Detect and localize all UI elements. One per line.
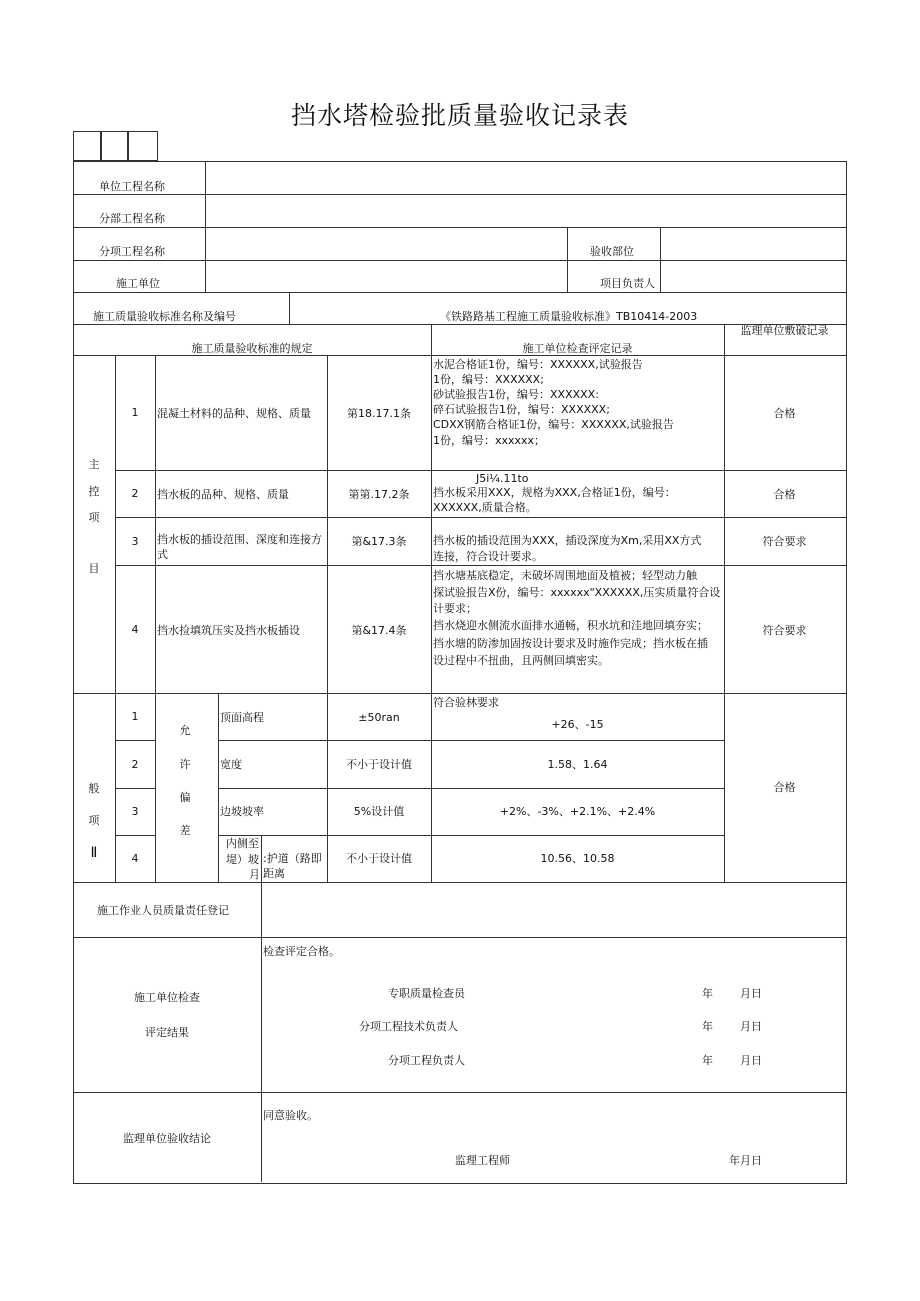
general-item-note: 符合验林要求 (433, 696, 499, 709)
general-item-no: 1 (131, 710, 139, 723)
tolerance-label-char: 允 (179, 724, 191, 737)
signer-year: 年 (702, 1054, 713, 1067)
general-item-value: +26、-15 (551, 718, 604, 731)
main-label-char: 目 (88, 562, 100, 575)
main-item-result: 符合要求 (762, 535, 807, 548)
main-item-record: 挡水板采用XXX，规格为XXX,合格证1份，编号： (433, 486, 676, 499)
general-item-name-right: 距离 (263, 867, 285, 880)
construction-check-label: 施工单位检查 (134, 991, 200, 1004)
construction-unit-label: 施工单位 (116, 277, 160, 290)
supervision-statement: 同意验收。 (263, 1109, 318, 1122)
corner-box-1 (73, 131, 102, 161)
tolerance-label-char: 许 (179, 758, 191, 771)
general-item-standard: 5%设计值 (353, 805, 405, 818)
main-item-clause: 第第.17.2条 (348, 488, 410, 501)
supervision-record-header: 监理单位敷破记录 (740, 324, 829, 337)
main-item-result: 合格 (773, 488, 796, 501)
corner-box-2 (100, 131, 129, 161)
construction-check-label: 评定结果 (145, 1026, 189, 1039)
signer-year: 年 (702, 987, 713, 1000)
main-item-record: 1份，编号：XXXXXX; (433, 373, 544, 386)
standard-name-label: 施工质量验收标准名称及编号 (93, 310, 236, 323)
main-item-no: 4 (131, 623, 139, 636)
general-item-name: 边坡坡率 (220, 805, 264, 818)
corner-box-3 (127, 131, 158, 161)
main-item-no: 1 (131, 406, 139, 419)
main-item-no: 2 (131, 487, 139, 500)
construction-statement: 检查评定合格。 (263, 945, 340, 958)
main-item-result: 合格 (773, 407, 796, 420)
general-item-name: 顶面高程 (220, 711, 264, 724)
general-item-name-left: 堤）坡 (226, 853, 259, 866)
main-item-content: 挡水捡填筑压实及挡水板插设 (157, 624, 300, 637)
general-label-char: Ⅱ (90, 845, 98, 861)
general-item-no: 2 (131, 758, 139, 771)
main-item-record: 计要求； (433, 602, 477, 615)
main-item-content: 挡水板的插设范围、深度和连接方式 (157, 533, 322, 561)
main-item-content: 混凝土材料的品种、规格、质量 (157, 407, 311, 420)
main-item-record: 挡水板的插设范围为XXX，插设深度为Xm,采用XX方式 (433, 534, 702, 547)
main-item-no: 3 (131, 535, 139, 548)
main-item-record: 连接，符合设计要求。 (433, 550, 543, 563)
general-item-value: +2%、-3%、+2.1%、+2.4% (499, 805, 656, 818)
main-item-record: 水泥合格证1份，编号：XXXXXX,试验报告 (433, 358, 643, 371)
general-item-standard: 不小于设计值 (346, 758, 412, 771)
general-item-name-left: 月 (249, 868, 260, 881)
general-item-no: 4 (131, 852, 139, 865)
page-title: 挡水塔检验批质量验收记录表 (290, 101, 629, 130)
signer-monthday: 月日 (740, 1054, 762, 1067)
main-label-char: 项 (88, 511, 100, 524)
supervision-date: 年月日 (729, 1154, 762, 1167)
accept-part-label: 验收部位 (590, 245, 634, 258)
main-item-record: 设过程中不扭曲，且两侧回填密实。 (433, 654, 609, 667)
unit-project-label: 单位工程名称 (99, 180, 165, 193)
item-project-label: 分项工程名称 (99, 245, 165, 258)
supervision-engineer: 监理工程师 (455, 1154, 510, 1167)
supervision-label: 监理单位验收结论 (123, 1132, 211, 1145)
signer-role: 分项工程负责人 (388, 1054, 465, 1067)
main-item-clause: 第&17.3条 (351, 535, 407, 548)
general-item-value: 1.58、1.64 (547, 758, 608, 771)
signer-role: 专职质量检查员 (388, 987, 465, 1000)
main-item-record: 挡水塘基底稳定，未破坏周围地面及植被；轻型动力触 (433, 569, 697, 582)
signer-monthday: 月日 (740, 1020, 762, 1033)
general-item-value: 10.56、10.58 (540, 852, 615, 865)
main-item-record: 挡水塘的防渗加固按设计要求及时施作完成；挡水板在插 (433, 637, 708, 650)
signer-year: 年 (702, 1020, 713, 1033)
general-label-char: 般 (88, 782, 100, 795)
main-item-record: CDXX钢筋合格证1份，编号：XXXXXX,试验报告 (433, 418, 674, 431)
sub-project-label: 分部工程名称 (99, 212, 165, 225)
general-item-name-left: 内侧至 (226, 837, 259, 850)
general-item-name: 宽度 (220, 758, 242, 771)
general-result: 合格 (773, 781, 796, 794)
standard-value: 《铁路路基工程施工质量验收标准》TB10414-2003 (440, 310, 698, 323)
general-label-char: 项 (88, 814, 100, 827)
project-leader-label: 项目负责人 (600, 277, 655, 290)
tolerance-label-char: 偏 (179, 791, 191, 804)
main-item-record: J5i¼.11to (476, 472, 529, 485)
regulation-header: 施工质量验收标准的规定 (191, 342, 313, 355)
signer-role: 分项工程技术负责人 (359, 1020, 458, 1033)
main-label-char: 控 (88, 485, 100, 498)
main-item-record: 1份，编号：xxxxxx； (433, 434, 546, 447)
main-item-record: 探试验报告X份，编号：xxxxxx"XXXXXX,压实质量符合设 (433, 586, 721, 599)
main-item-clause: 第18.17.1条 (347, 407, 411, 420)
signer-monthday: 月日 (740, 987, 762, 1000)
inspection-record-header: 施工单位检查评定记录 (522, 342, 633, 355)
registration-label: 施工作业人员质量责任登记 (97, 904, 229, 917)
main-item-record: 碎石试验报告1份，编号：XXXXXX; (433, 403, 610, 416)
main-item-clause: 第&17.4条 (351, 624, 407, 637)
main-item-record: 挡水烧迎水侧流水面排水通畅，积水坑和洼地回填夯实； (433, 619, 708, 632)
general-item-standard: ±50ran (358, 711, 400, 724)
general-item-no: 3 (131, 805, 139, 818)
main-item-content: 挡水板的品种、规格、质量 (157, 488, 289, 501)
tolerance-label-char: 差 (179, 824, 191, 837)
general-item-standard: 不小于设计值 (346, 852, 412, 865)
main-item-record: XXXXXX,质量合格。 (433, 501, 537, 514)
main-item-record: 砂试验报告1份，编号：XXXXXX: (433, 388, 599, 401)
main-label-char: 主 (88, 458, 100, 471)
main-item-result: 符合要求 (762, 624, 807, 637)
general-item-name-right: :护道（路即 (263, 852, 322, 865)
